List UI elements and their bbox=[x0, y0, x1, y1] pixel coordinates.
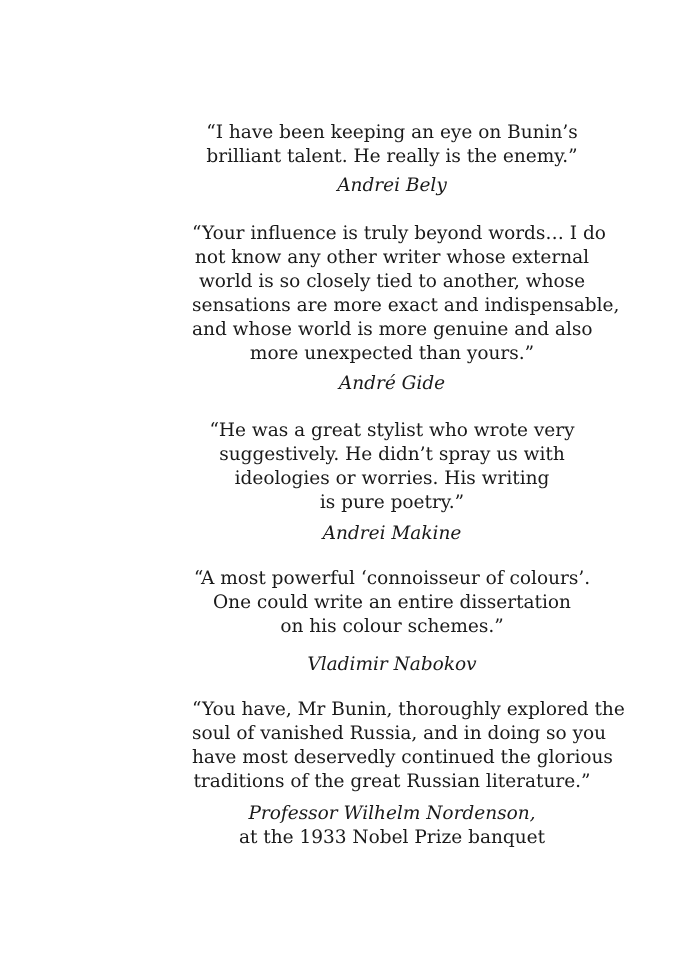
quote-author-note: at the 1933 Nobel Prize banquet bbox=[238, 827, 546, 848]
quote-author: Andrei Bely bbox=[337, 175, 447, 196]
quote-text-line: ideologies or worries. His writing bbox=[234, 468, 550, 489]
quote-text-line: sensations are more exact and indispensable, bbox=[192, 295, 620, 316]
quote-text-line: “He was a great stylist who wrote very bbox=[209, 420, 575, 441]
quote-text-line: brilliant talent. He really is the enemy.” bbox=[206, 146, 578, 167]
quote-text-line: traditions of the great Russian literature.” bbox=[193, 771, 591, 792]
quote-text-line: world is so closely tied to another, whose bbox=[198, 271, 586, 292]
quote-author: Andrei Makine bbox=[322, 523, 462, 544]
quote-text-line: not know any other writer whose external bbox=[194, 247, 590, 268]
quote-andre-gide bbox=[192, 222, 620, 396]
quote-text-line: on his colour schemes.” bbox=[280, 616, 504, 637]
quote-text-line: “You have, Mr Bunin, thoroughly explored the bbox=[192, 699, 625, 720]
quote-wilhelm-nordenson bbox=[192, 698, 625, 850]
quote-text-line: suggestively. He didn’t spray us with bbox=[219, 444, 565, 465]
quote-text-line: “Your influence is truly beyond words… I do bbox=[192, 223, 606, 244]
quote-text-line: One could write an entire dissertation bbox=[213, 592, 571, 613]
quote-author: Professor Wilhelm Nordenson, bbox=[248, 803, 536, 824]
quote-text-line: more unexpected than yours.” bbox=[249, 343, 535, 364]
quote-andrei-bely bbox=[192, 121, 592, 198]
quote-text-line: soul of vanished Russia, and in doing so you bbox=[192, 723, 607, 744]
quote-text-line: have most deservedly continued the glorious bbox=[192, 747, 613, 768]
quote-andrei-makine bbox=[192, 419, 592, 546]
quote-author: Vladimir Nabokov bbox=[307, 654, 477, 675]
quote-text-line: “A most powerful ‘connoisseur of colours’. bbox=[193, 568, 591, 589]
quote-text-line: “I have been keeping an eye on Bunin’s bbox=[206, 122, 578, 143]
quote-text-line: is pure poetry.” bbox=[319, 492, 465, 513]
quote-vladimir-nabokov bbox=[192, 567, 592, 677]
quote-text-line: and whose world is more genuine and also bbox=[192, 319, 593, 340]
quote-author: André Gide bbox=[338, 373, 446, 394]
